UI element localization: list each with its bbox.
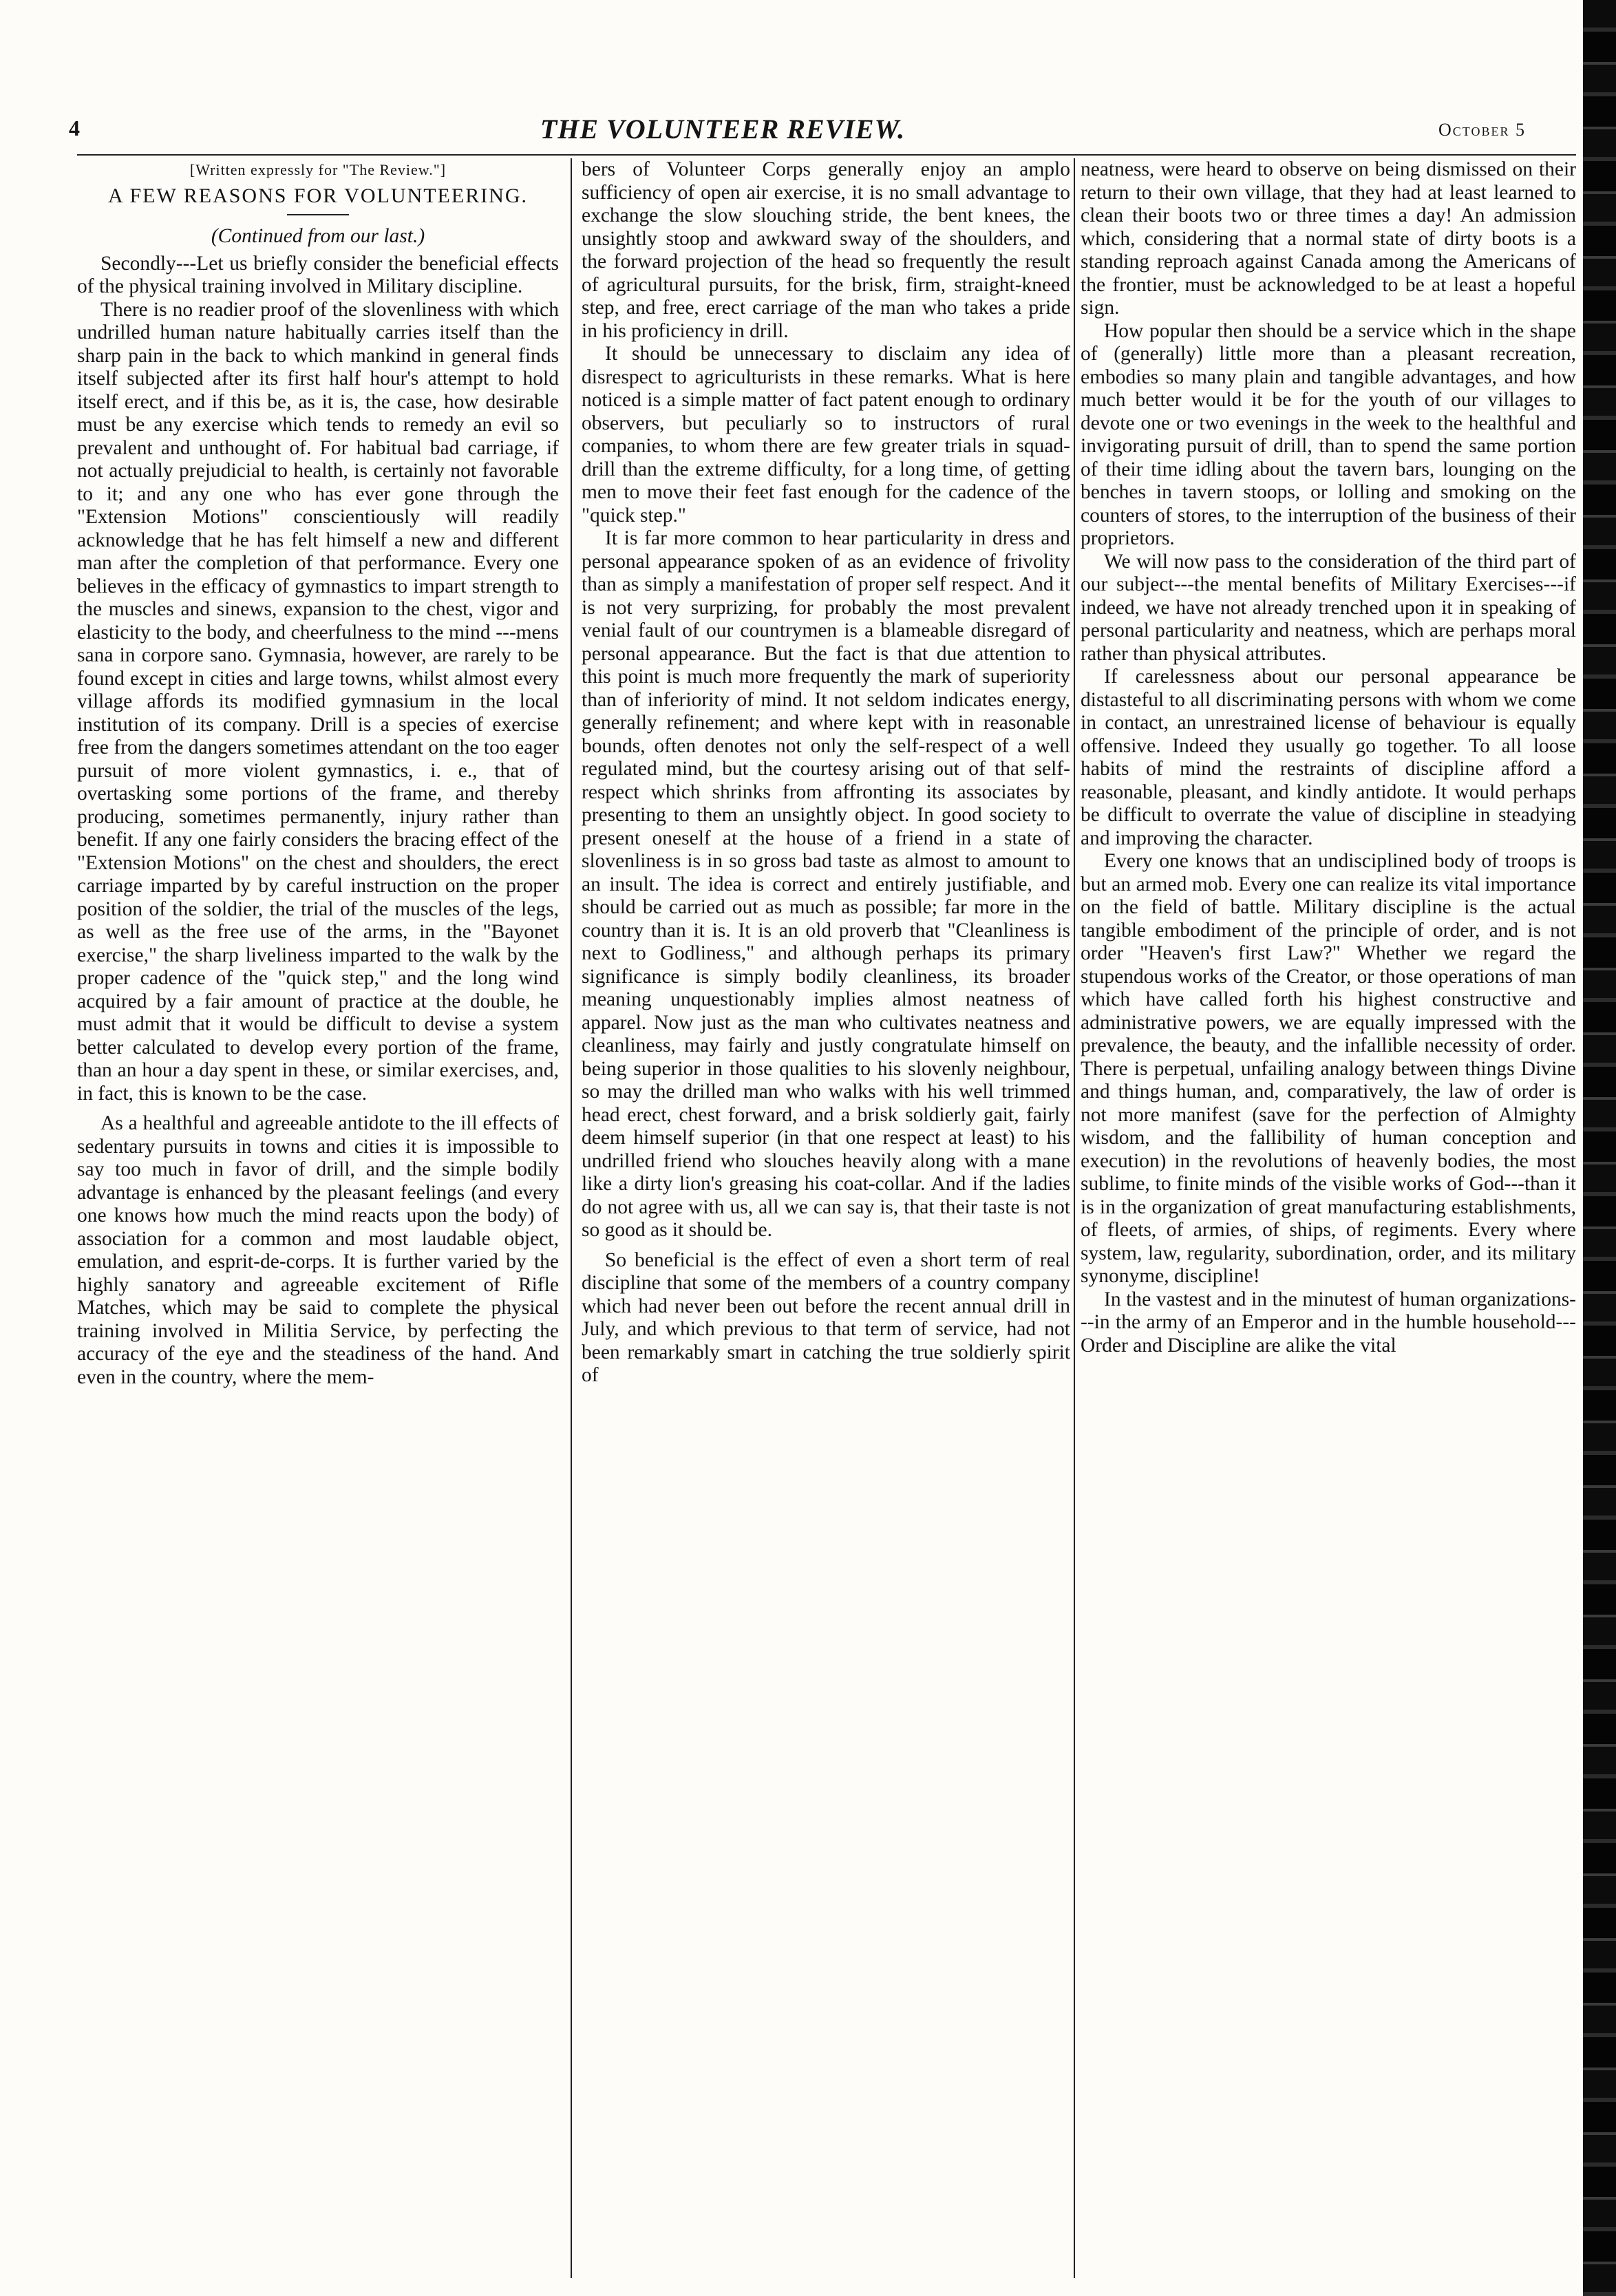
paragraph: We will now pass to the consideration of the third part of our subject---the mental benefits of Military Exercises---if indeed, we have not already trenched upon it in speaking of personal particularity and neatness, which are perhaps moral rather than physical attributes.	[1081, 550, 1576, 665]
column-1	[77, 158, 559, 2278]
paragraph: There is no readier proof of the slovenliness with which undrilled human nature habitually carries itself than the sharp pain in the back to which mankind in general finds itself subjected after its first half hour's attempt to hold itself erect, and if this be, as it is, the case, how desirable must be any exercise which tends to remedy an evil so prevalent and unthought of. For habitual bad carriage, if not actually prejudicial to health, is certainly not favorable to it; and any one who has ever gone through the "Extension Motions" conscientiously will readily acknowledge that he has felt himself a new and different man after the completion of that performance. Every one believes in the efficacy of gymnastics to impart strength to the muscles and sinews, expansion to the chest, vigor and elasticity to the body, and cheerfulness to the mind ---mens sana in corpore sano. Gymnasia, however, are rarely to be found except in cities and large towns, whilst almost every village affords its modified gymnasium in the local institution of its company. Drill is a species of exercise free from the dangers sometimes attendant on the too eager pursuit of more violent gymnastics, i. e., that of overtasking some portions of the frame, and thereby producing, sometimes permanently, injury rather than benefit. If any one fairly considers the bracing effect of the "Extension Motions" on the chest and shoulders, the erect carriage imparted by by careful instruction on the proper position of the soldier, the trial of the muscles of the legs, as well as the free use of the arms, in the "Bayonet exercise," the sharp liveliness imparted to the walk by the proper cadence of the "quick step," and the long wind acquired by a fair amount of practice at the double, he must admit that it would be difficult to devise a system better calculated to develop every portion of the frame, than an hour a day spent in these, or similar exercises, and, in fact, this is known to be the case.	[77, 298, 559, 1105]
paragraph: bers of Volunteer Corps generally enjoy an amplo sufficiency of open air exercise, it is no small advantage to exchange the slow slouching stride, the bent knees, the unsightly stoop and awkward sway of the shoulders, and the forward projection of the head so frequently the result of agricultural pursuits, for the brisk, firm, straight-kneed step, and free, erect carriage of the man who takes a pride in his proficiency in drill.	[582, 158, 1070, 342]
paragraph: neatness, were heard to observe on being dismissed on their return to their own village, that they had at least learned to clean their boots two or three times a day! An admission which, considering that a normal state of dirty boots is a standing reproach against Canada among the Americans of the frontier, must be acknowledged to be at least a hopeful sign.	[1081, 158, 1576, 319]
column-3	[1081, 158, 1576, 2278]
title-rule	[287, 214, 349, 215]
paragraph: How popular then should be a service which in the shape of (generally) little more than a pleasant recreation, embodies so many plain and tangible advantages, and how much better would it be for the youth of our villages to devote one or two evenings in the week to the healthful and invigorating pursuit of drill, than to spend the same portion of their time idling about the tavern bars, lounging on the benches in tavern stoops, or lolling and smoking on the counters of stores, to the interruption of the business of their proprietors.	[1081, 319, 1576, 549]
paragraph: If carelessness about our personal appearance be distasteful to all discriminating persons with whom we come in contact, an unrestrained license of behaviour is equally offensive. Indeed they usually go together. To all loose habits of mind the restraints of discipline afford a reasonable, pleasant, and kindly antidote. It would perhaps be difficult to overrate the value of discipline in steadying and improving the character.	[1081, 666, 1576, 849]
paragraph: In the vastest and in the minutest of human organizations---in the army of an Emperor and in the humble household---Order and Discipline are alike the vital	[1081, 1288, 1576, 1357]
continued-note: (Continued from our last.)	[211, 225, 425, 247]
paragraph: Every one knows that an undisciplined body of troops is but an armed mob. Every one can realize its vital importance on the field of battle. Military discipline is the actual tangible embodiment of the principle of order, and is not order "Heaven's first Law?" Whether we regard the stupendous works of the Creator, or those operations of man which have called forth his highest constructive and administrative powers, we are equally impressed with the prevalence, the beauty, and the infallible necessity of order. There is perpetual, unfailing analogy between things Divine and things human, and, comparatively, the law of order is not more manifest (save for the perfection of Almighty wisdom, and the fallibility of human conception and execution) in the revolutions of heavenly bodies, the most sublime, to finite minds of the visible works of God---than it is in the organization of great manufacturing establishments, of fleets, of armies, of ships, of regiments. Every where system, law, regularity, subordination, order, and its military synonyme, discipline!	[1081, 850, 1576, 1287]
article-title: A FEW REASONS FOR VOLUNTEERING.	[107, 184, 529, 207]
paragraph: As a healthful and agreeable antidote to the ill effects of sedentary pursuits in towns and cities it is impossible to say too much in favor of drill, and the simple bodily advantage is enhanced by the pleasant feelings (and every one knows how much the mind reacts upon the body) of association for a common and most laudable object, emulation, and esprit-de-corps. It is further varied by the highly sanatory and agreeable excitement of Rifle Matches, which may be said to complete the physical training involved in Militia Service, by perfecting the accuracy of the eye and the steadiness of the hand. And even in the country, where the mem-	[77, 1112, 559, 1388]
column-2	[582, 158, 1070, 2278]
column-divider	[571, 158, 572, 2278]
header-rule	[77, 154, 1576, 156]
page-header	[0, 116, 1616, 143]
publication-title: THE VOLUNTEER REVIEW.	[540, 114, 906, 145]
page-binding-edge	[1583, 0, 1616, 2296]
paragraph: So beneficial is the effect of even a short term of real discipline that some of the members of a country company which had never been out before the recent annual drill in July, and which previous to that term of service, had not been remarkably smart in catching the true soldierly spirit of	[582, 1248, 1070, 1386]
page-number: 4	[69, 116, 80, 140]
article-credit: [Written expressly for "The Review."]	[189, 161, 447, 178]
column-divider	[1074, 158, 1075, 2278]
issue-date: October 5	[1438, 120, 1526, 140]
paragraph: It should be unnecessary to disclaim any idea of disrespect to agriculturists in these remarks. What is here noticed is a simple matter of fact patent enough to ordinary observers, but peculiarly so to instructors of rural companies, to whom there are few greater trials in squad-drill than the extreme difficulty, for a long time, of getting men to move their feet fast enough for the cadence of the "quick step."	[582, 343, 1070, 527]
paragraph: Secondly---Let us briefly consider the beneficial effects of the physical training involved in Military discipline.	[77, 252, 559, 297]
paragraph: It is far more common to hear particularity in dress and personal appearance spoken of as an evidence of frivolity than as simply a manifestation of proper self respect. And it is not very surprizing, for probably the most prevalent venial fault of our countrymen is a blameable disregard of personal appearance. But the fact is that due attention to this point is much more frequently the mark of superiority than of inferiority of mind. It not seldom indicates energy, generally refinement; and where kept with in reasonable bounds, often denotes not only the self-respect of a well regulated mind, but the courtesy arising out of that self-respect which shrinks from affronting its associates by presenting to them an unsightly object. In good society to present oneself at the house of a friend in a state of slovenliness is in so gross bad taste as almost to amount to an insult. The idea is correct and entirely justifiable, and should be carried out as much as possible; far more in the country than it is. It is an old proverb that "Cleanliness is next to Godliness," and although perhaps its primary significance is simply bodily cleanliness, its broader meaning unquestionably implies almost neatness of apparel. Now just as the man who cultivates neatness and cleanliness, may fairly and justly congratulate himself on being superior in those qualities to his slovenly neighbour, so may the drilled man who walks with his well trimmed head erect, chest forward, and a brisk soldierly gait, fairly deem himself superior (in that one respect at least) to his undrilled friend who slouches heavily along with a mane like a dirty lion's greasing his coat-collar. And if the ladies do not agree with us, all we can say is, that their taste is not so good as it should be.	[582, 527, 1070, 1241]
